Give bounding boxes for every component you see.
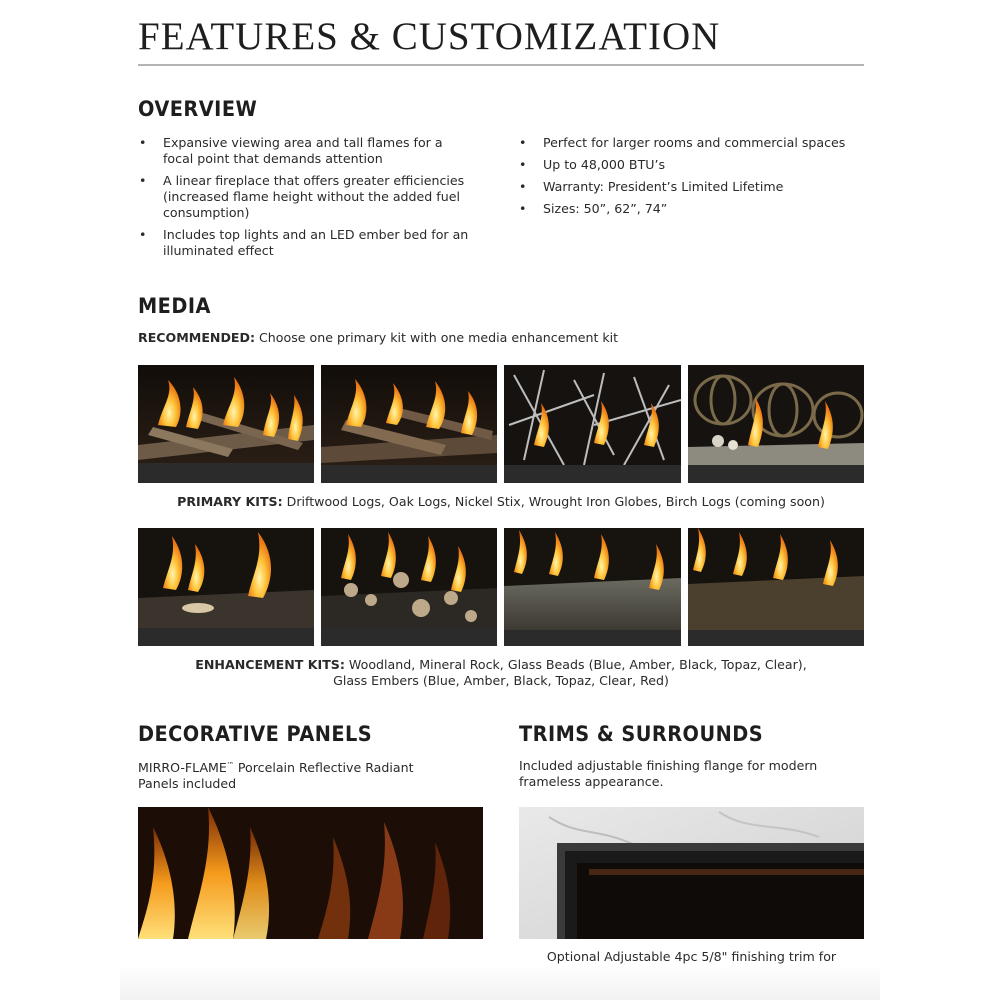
enhancement-kits-line-1 (138, 657, 864, 673)
list-item: • Sizes: 50”, 62”, 74” (518, 201, 864, 217)
mineral-rock-photo (321, 528, 497, 646)
list-item: • Warranty: President’s Limited Lifetime (518, 179, 864, 195)
glass-embers-photo (688, 528, 864, 646)
trims-line-2: frameless appearance. (519, 774, 664, 789)
wrought-iron-globes-photo (688, 365, 864, 483)
trims-heading: TRIMS & SURROUNDS (519, 722, 764, 746)
enhancement-kits-line-2: Glass Embers (Blue, Amber, Black, Topaz, Clear, Red) (333, 673, 669, 688)
list-item: • Up to 48,000 BTU’s (518, 157, 864, 173)
decorative-panels-text (138, 757, 483, 792)
list-item: • Includes top lights and an LED ember bed for an illuminated effect (138, 227, 473, 259)
decorative-panels-heading: DECORATIVE PANELS (138, 722, 373, 746)
overview-right-list (518, 135, 864, 223)
page-title: FEATURES & CUSTOMIZATION (138, 15, 721, 58)
reflective-panel-photo (138, 807, 483, 939)
driftwood-logs-photo (138, 365, 314, 483)
recommended-label: RECOMMENDED: (138, 330, 256, 345)
mirro-flame-brand: MIRRO-FLAME (138, 760, 227, 776)
glass-beads-photo (504, 528, 681, 646)
nickel-stix-photo (504, 365, 681, 483)
finishing-trim-photo (519, 807, 864, 939)
enhancement-kits-text: Woodland, Mineral Rock, Glass Beads (Blue, Amber, Black, Topaz, Clear), (344, 657, 807, 672)
overview-heading: OVERVIEW (138, 97, 258, 121)
decorative-panels-rest: Porcelain Reflective Radiant (233, 760, 414, 776)
trademark-mark: ™ (226, 761, 234, 769)
bottom-fade (120, 965, 880, 1000)
list-item: • Perfect for larger rooms and commercial spaces (518, 135, 864, 151)
decorative-panels-line-2: Panels included (138, 776, 237, 792)
trims-text (519, 758, 864, 790)
media-heading: MEDIA (138, 294, 211, 318)
trims-line-1: Included adjustable finishing flange for modern (519, 758, 818, 773)
overview-left-list (138, 135, 473, 265)
primary-kits-text: Driftwood Logs, Oak Logs, Nickel Stix, Wrought Iron Globes, Birch Logs (coming soon) (282, 494, 825, 509)
media-recommendation (138, 330, 618, 346)
list-item: • A linear fireplace that offers greater efficiencies (increased flame height without the added fuel consumption) (138, 173, 473, 221)
woodland-photo (138, 528, 314, 646)
recommended-text: Choose one primary kit with one media enhancement kit (255, 330, 619, 345)
primary-kits-caption (138, 494, 864, 510)
enhancement-kits-label: ENHANCEMENT KITS: (195, 657, 345, 672)
list-item: • Expansive viewing area and tall flames for a focal point that demands attention (138, 135, 473, 167)
decorative-panels-line-1 (138, 757, 483, 776)
title-divider (138, 64, 864, 66)
primary-kits-label: PRIMARY KITS: (177, 494, 283, 509)
enhancement-kits-caption (138, 657, 864, 689)
trim-caption-line-1: Optional Adjustable 4pc 5/8" finishing trim for (546, 949, 837, 964)
oak-logs-photo (321, 365, 497, 483)
